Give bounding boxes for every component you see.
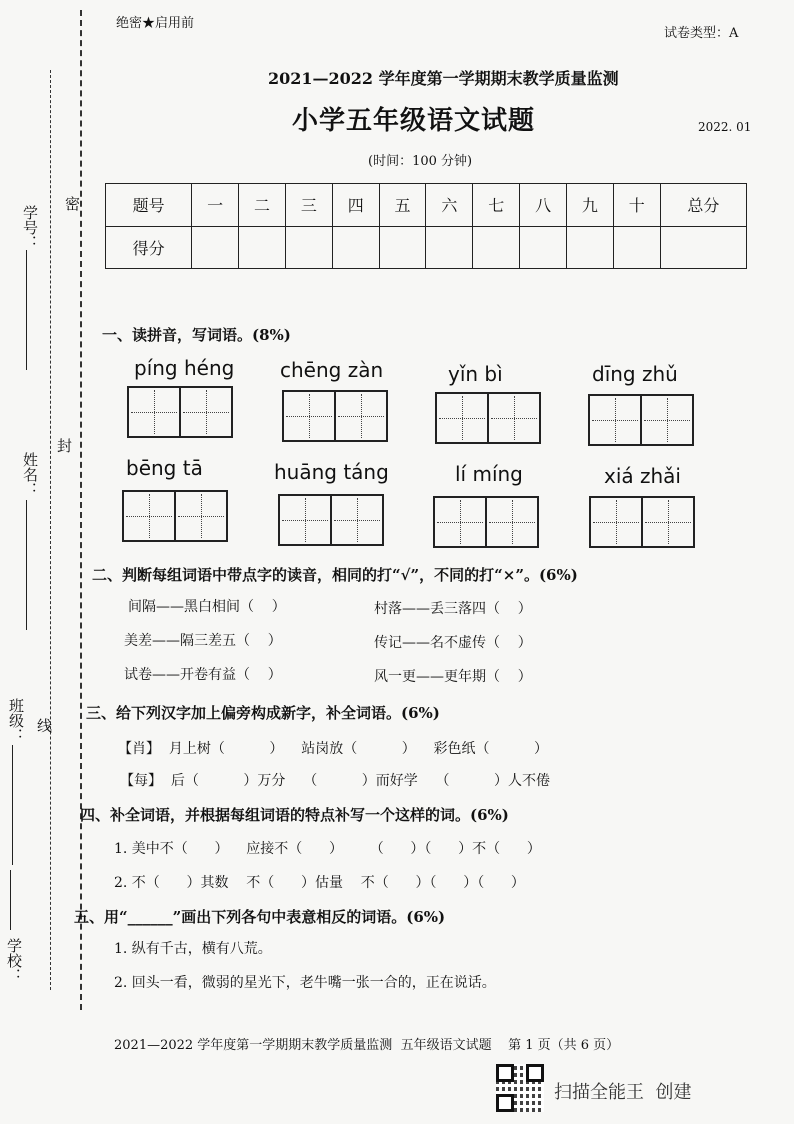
pinyin-5: bēng tā [126,456,203,480]
seal-xian: 线 [35,718,53,733]
student-id-label: 学号： [21,205,39,250]
answer-grid-7[interactable] [433,496,539,548]
binding-dashed-line-outer [80,10,82,1010]
score-cell[interactable] [473,226,520,269]
section2-item-5: 试卷——开卷有益（ ） [124,667,282,683]
score-header-cell: 十 [613,184,660,227]
scanner-watermark: 扫描全能王 创建 [554,1082,692,1103]
seal-mi: 密 [63,196,81,211]
pinyin-3: yǐn bì [448,362,503,386]
pinyin-7: lí míng [455,462,523,486]
section2-item-6: 风一更——更年期（ ） [374,669,532,685]
score-cell[interactable] [426,226,473,269]
grid-cell[interactable] [435,392,489,444]
grid-cell[interactable] [641,496,695,548]
score-header-cell: 三 [285,184,332,227]
score-header-cell: 一 [192,184,239,227]
qr-finder-icon [496,1064,514,1082]
grid-cell[interactable] [640,394,694,446]
grid-cell[interactable] [433,496,487,548]
answer-grid-4[interactable] [588,394,694,446]
grid-cell[interactable] [122,490,176,542]
paper-type: 试卷类型：A [664,26,739,41]
section1-title: 一、读拼音，写词语。(8%) [102,326,291,344]
score-header-cell: 七 [473,184,520,227]
score-cell[interactable] [567,226,614,269]
score-header-cell: 四 [332,184,379,227]
section4-title: 四、补全词语，并根据每组词语的特点补写一个这样的词。(6%) [80,806,509,824]
grid-cell[interactable] [282,390,336,442]
name-field[interactable] [26,500,27,630]
secret-label: 绝密★启用前 [116,16,195,31]
score-header-cell: 九 [567,184,614,227]
name-label: 姓名： [21,452,39,497]
class-field[interactable] [12,745,13,865]
score-row-label: 得分 [106,226,192,269]
binding-dashed-line-inner [50,70,51,990]
section2-item-4: 传记——名不虚传（ ） [374,635,532,651]
score-cell[interactable] [192,226,239,269]
grid-cell[interactable] [589,496,643,548]
grid-cell[interactable] [588,394,642,446]
section2-item-1: 间隔——黑白相间（ ） [128,599,286,615]
grid-cell[interactable] [174,490,228,542]
score-header-cell: 总分 [660,184,746,227]
pinyin-6: huāng táng [274,460,389,484]
answer-grid-5[interactable] [122,490,228,542]
grid-cell[interactable] [278,494,332,546]
answer-grid-3[interactable] [435,392,541,444]
score-header-cell: 题号 [106,184,192,227]
score-cell[interactable] [332,226,379,269]
section3-line-1: 【肖】 月上树（ ） 站岗放（ ） 彩色纸（ ） [118,741,549,757]
main-title: 小学五年级语文试题 [292,106,536,136]
pinyin-8: xiá zhǎi [604,464,681,488]
answer-grid-1[interactable] [127,386,233,438]
answer-grid-2[interactable] [282,390,388,442]
exam-date: 2022. 01 [698,120,752,134]
grid-cell[interactable] [334,390,388,442]
page-footer: 2021—2022 学年度第一学期期末教学质量监测 五年级语文试题 第 1 页（共 6 页） [114,1038,620,1053]
seal-feng: 封 [55,438,73,453]
answer-grid-8[interactable] [589,496,695,548]
score-cell[interactable] [285,226,332,269]
exam-title: 2021—2022 学年度第一学期期末教学质量监测 [268,69,619,88]
qr-finder-icon [496,1094,514,1112]
grid-cell[interactable] [179,386,233,438]
pinyin-2: chēng zàn [280,358,384,382]
school-field[interactable] [10,870,11,930]
section2-item-2: 村落——丢三落四（ ） [374,601,532,617]
score-header-cell: 二 [239,184,286,227]
score-table-header-row [106,184,747,227]
score-header-cell: 五 [379,184,426,227]
score-cell[interactable] [520,226,567,269]
section2-item-3: 美差——隔三差五（ ） [124,633,282,649]
student-id-field[interactable] [26,250,27,370]
answer-grid-6[interactable] [278,494,384,546]
score-cell[interactable] [613,226,660,269]
section2-title: 二、判断每组词语中带点字的读音，相同的打“√”，不同的打“×”。(6%) [92,566,578,584]
score-header-cell: 六 [426,184,473,227]
grid-cell[interactable] [487,392,541,444]
grid-cell[interactable] [127,386,181,438]
section4-line-2: 2. 不（ ）其数 不（ ）估量 不（ ）（ ）（ ） [114,875,525,891]
section5-item-1: 1. 纵有千古，横有八荒。 [114,941,272,957]
score-header-cell: 八 [520,184,567,227]
grid-cell[interactable] [330,494,384,546]
pinyin-4: dīng zhǔ [592,362,678,386]
section5-item-2: 2. 回头一看，微弱的星光下，老牛嘴一张一合的，正在说话。 [114,975,496,991]
score-table [105,183,747,269]
score-cell[interactable] [660,226,746,269]
section5-title: 五、用“______”画出下列各句中表意相反的词语。(6%) [74,908,446,926]
section4-line-1: 1. 美中不（ ） 应接不（ ） （ ）（ ）不（ ） [114,841,541,857]
section3-line-2: 【每】 后（ ）万分 （ ）而好学 （ ）人不倦 [120,773,551,789]
section3-title: 三、给下列汉字加上偏旁构成新字，补全词语。(6%) [86,704,440,722]
qr-finder-icon [526,1064,544,1082]
school-label: 学校： [5,938,23,983]
class-label: 班级： [7,698,25,743]
score-table-score-row [106,226,747,269]
score-cell[interactable] [239,226,286,269]
exam-duration: (时间：100 分钟) [368,154,473,169]
pinyin-1: píng héng [134,356,235,380]
grid-cell[interactable] [485,496,539,548]
score-cell[interactable] [379,226,426,269]
